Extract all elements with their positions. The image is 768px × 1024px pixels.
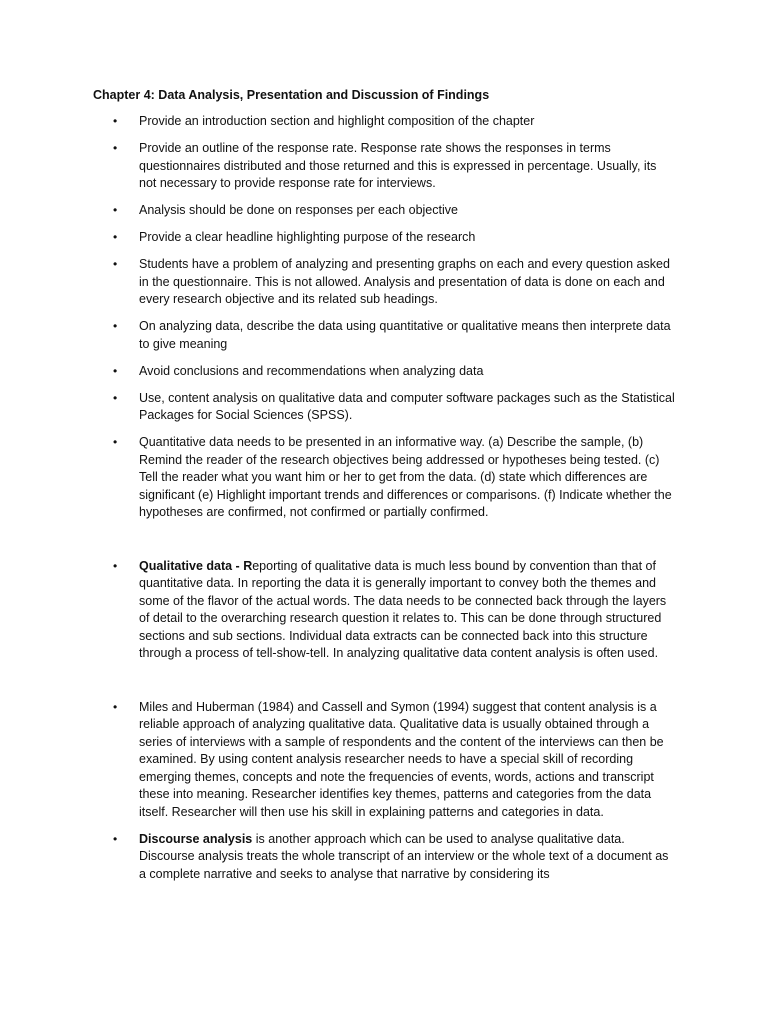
list-item xyxy=(0,363,677,381)
list-item-text: Avoid conclusions and recommendations when analyzing data xyxy=(139,363,484,378)
bullet-icon: • xyxy=(113,363,118,378)
bullet-icon: • xyxy=(113,141,118,155)
list-item-text: Provide a clear headline highlighting purpose of the research xyxy=(139,230,476,244)
list-item-text: eporting of qualitative data is much less bound by convention than that of quantitative data. In reporting the data it is generally important to convey both the themes and some of the flavor of the actual words. The data needs to be connected back through the layers of detail to the overarching research question it relates to. This can be done through structured sections and sub sections. Individual data extracts can be connected back into this structure through a process of tell-show-tell. In analyzing qualitative data content analysis is often used. xyxy=(139,558,667,660)
list-item-text: Students have a problem of analyzing and presenting graphs on each and every question asked in the questionnaire. This is not allowed. Analysis and presentation of data is done on each and every research objective and its related sub headings. xyxy=(139,257,670,306)
bullet-icon: • xyxy=(113,558,118,573)
bullet-icon: • xyxy=(113,390,118,405)
list-item-text: Analysis should be done on responses per each objective xyxy=(139,203,458,217)
bullet-icon: • xyxy=(113,257,118,271)
list-item-text: Provide an introduction section and highlight composition of the chapter xyxy=(139,114,535,128)
list-item-lead: Discourse analysis xyxy=(139,831,253,846)
bullet-icon: • xyxy=(113,699,118,714)
list-item-text: Quantitative data needs to be presented in an informative way. (a) Describe the sample, (b) Remind the reader of the research objectives being addressed or hypotheses being tested. (c) Tell the reader what you want him or her to get from the data. (d) state which differences are significant (e) Highlight important trends and differences or comparisons. (f) Indicate whether the hypotheses are confirmed, not confirmed or partially confirmed. xyxy=(139,435,672,519)
chapter-heading: Chapter 4: Data Analysis, Presentation and Discussion of Findings xyxy=(93,88,490,102)
list-item xyxy=(0,434,677,522)
list-item-lead: Qualitative data - R xyxy=(139,558,253,573)
list-item xyxy=(0,318,677,353)
bullet-icon: • xyxy=(113,114,118,128)
list-item xyxy=(0,140,677,193)
bullet-icon: • xyxy=(113,319,118,333)
list-item xyxy=(0,256,677,309)
list-item xyxy=(0,390,677,425)
bullet-icon: • xyxy=(113,831,118,846)
list-item-text: On analyzing data, describe the data using quantitative or qualitative means then interprete data to give meaning xyxy=(139,319,671,351)
list-item xyxy=(0,202,677,220)
list-item xyxy=(0,113,677,131)
list-item xyxy=(0,558,677,663)
bullet-icon: • xyxy=(113,435,118,449)
list-item-text: Miles and Huberman (1984) and Cassell and Symon (1994) suggest that content analysis is a reliable approach of analyzing qualitative data. Qualitative data is usually obtained through a series of interviews with a sample of respondents and the content of the interviews can then be examined. By using content analysis researcher needs to have a special skill of recording emerging themes, concepts and note the frequencies of events, words, actions and transcript these into meaning. Researcher identifies key themes, patterns and categories from the data itself. Researcher will then use his skill in explaining patterns and categories in data. xyxy=(139,699,664,819)
list-item xyxy=(0,229,677,247)
list-item xyxy=(0,831,677,884)
list-item-text: Provide an outline of the response rate. Response rate shows the responses in terms questionnaires distributed and those returned and this is expressed in percentage. Usually, its not necessary to provide response rate for interviews. xyxy=(139,141,657,190)
list-item-text: is another approach which can be used to analyse qualitative data. Discourse analysis treats the whole transcript of an interview or the whole text of a document as a complete narrative and seeks to analyse that narrative by considering its xyxy=(139,831,669,881)
list-item xyxy=(0,699,677,822)
bullet-icon: • xyxy=(113,230,118,244)
bullet-icon: • xyxy=(113,203,118,217)
guidelines-list xyxy=(0,113,768,893)
list-item-text: Use, content analysis on qualitative data and computer software packages such as the Statistical Packages for Social Sciences (SPSS). xyxy=(139,390,675,422)
